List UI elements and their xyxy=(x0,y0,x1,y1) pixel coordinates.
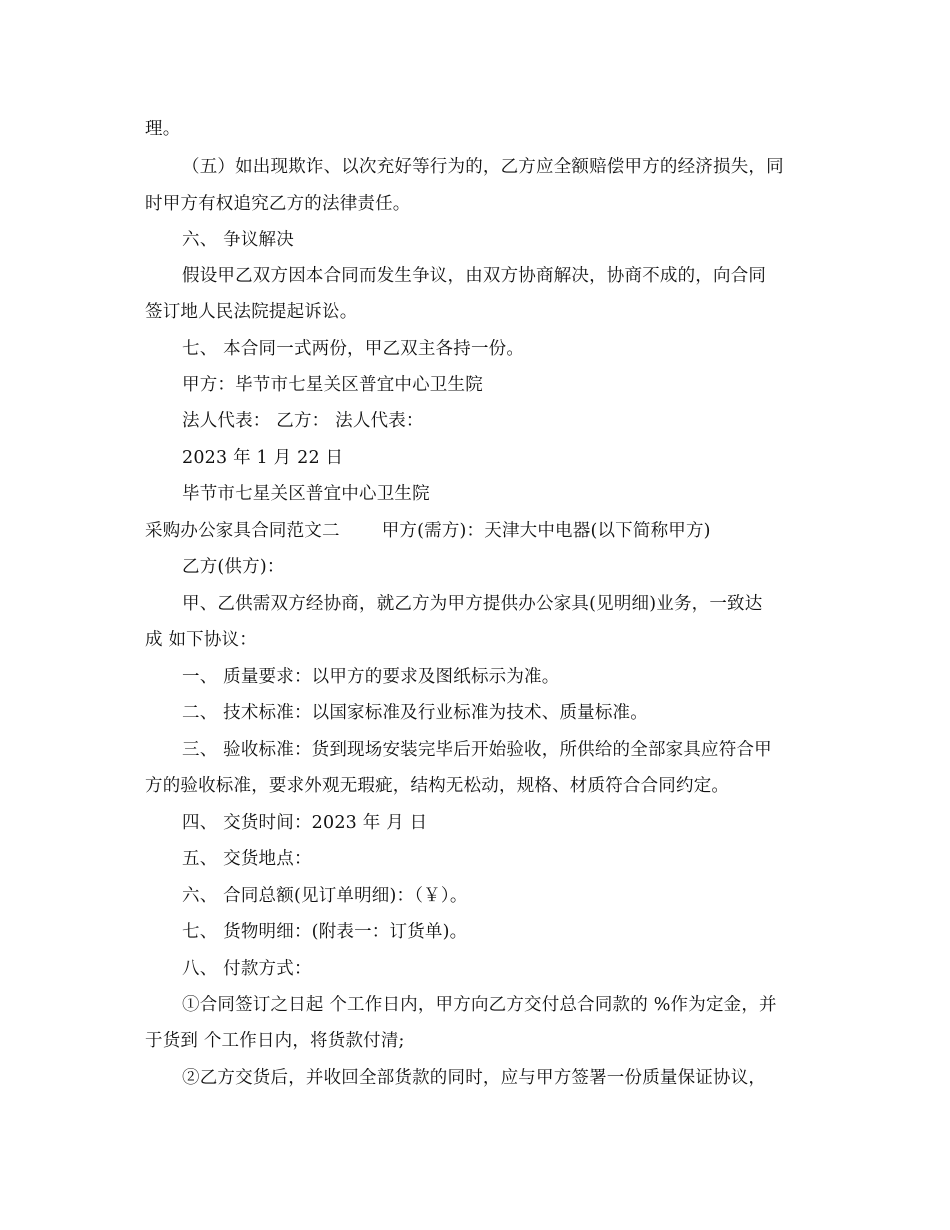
payment-item: ①合同签订之日起 个工作日内，甲方向乙方交付总合同款的 %作为定金，并 xyxy=(182,995,777,1015)
clause-line: 二、 技术标准：以国家标准及行业标准为技术、质量标准。 xyxy=(182,703,648,723)
clause-line: 六、 合同总额(见订单明细)：（￥）。 xyxy=(182,886,468,906)
clause-line: 八、 付款方式： xyxy=(182,959,312,979)
text-line: 签订地人民法院提起诉讼。 xyxy=(145,302,358,322)
text-line: 甲、乙供需双方经协商，就乙方为甲方提供办公家具(见明细)业务，一致达 xyxy=(182,594,763,614)
text-line: 于货到 个工作日内，将货款付清; xyxy=(145,1031,405,1051)
clause-line: 一、 质量要求：以甲方的要求及图纸标示为准。 xyxy=(182,667,560,687)
section-heading: 六、 争议解决 xyxy=(182,230,294,250)
party-a-info: 甲方(需方)：天津大中电器(以下简称甲方) xyxy=(381,521,711,541)
date-line: 2023 年 1 月 22 日 xyxy=(182,448,344,468)
text-line: 方的验收标准，要求外观无瑕疵，结构无松动，规格、材质符合合同约定。 xyxy=(145,776,730,796)
text-line: 时甲方有权追究乙方的法律责任。 xyxy=(145,194,411,214)
party-a-line: 甲方：毕节市七星关区普宜中心卫生院 xyxy=(182,375,483,395)
clause-line: 七、 货物明细：(附表一：订货单)。 xyxy=(182,922,468,942)
text-line: 七、 本合同一式两份，甲乙双主各持一份。 xyxy=(182,339,525,359)
document-title: 采购办公家具合同范文二 xyxy=(145,521,340,541)
text-line: 成 如下协议： xyxy=(145,630,257,650)
clause-line: 四、 交货时间：2023 年 月 日 xyxy=(182,813,428,833)
representatives-line: 法人代表： 乙方： 法人代表： xyxy=(182,411,424,431)
text-line: （五）如出现欺诈、以次充好等行为的，乙方应全额赔偿甲方的经济损失，同 xyxy=(182,157,784,177)
clause-line: 五、 交货地点： xyxy=(182,849,312,869)
payment-item: ②乙方交货后，并收回全部货款的同时，应与甲方签署一份质量保证协议， xyxy=(182,1068,767,1088)
clause-line: 三、 验收标准：货到现场安装完毕后开始验收，所供给的全部家具应符合甲 xyxy=(182,740,772,760)
text-line: 假设甲乙双方因本合同而发生争议，由双方协商解决，协商不成的，向合同 xyxy=(182,266,767,286)
title-line xyxy=(145,520,711,542)
party-b-line: 乙方(供方)： xyxy=(182,557,285,577)
text-line: 理。 xyxy=(145,119,181,139)
signature-org-line: 毕节市七星关区普宜中心卫生院 xyxy=(182,484,430,504)
